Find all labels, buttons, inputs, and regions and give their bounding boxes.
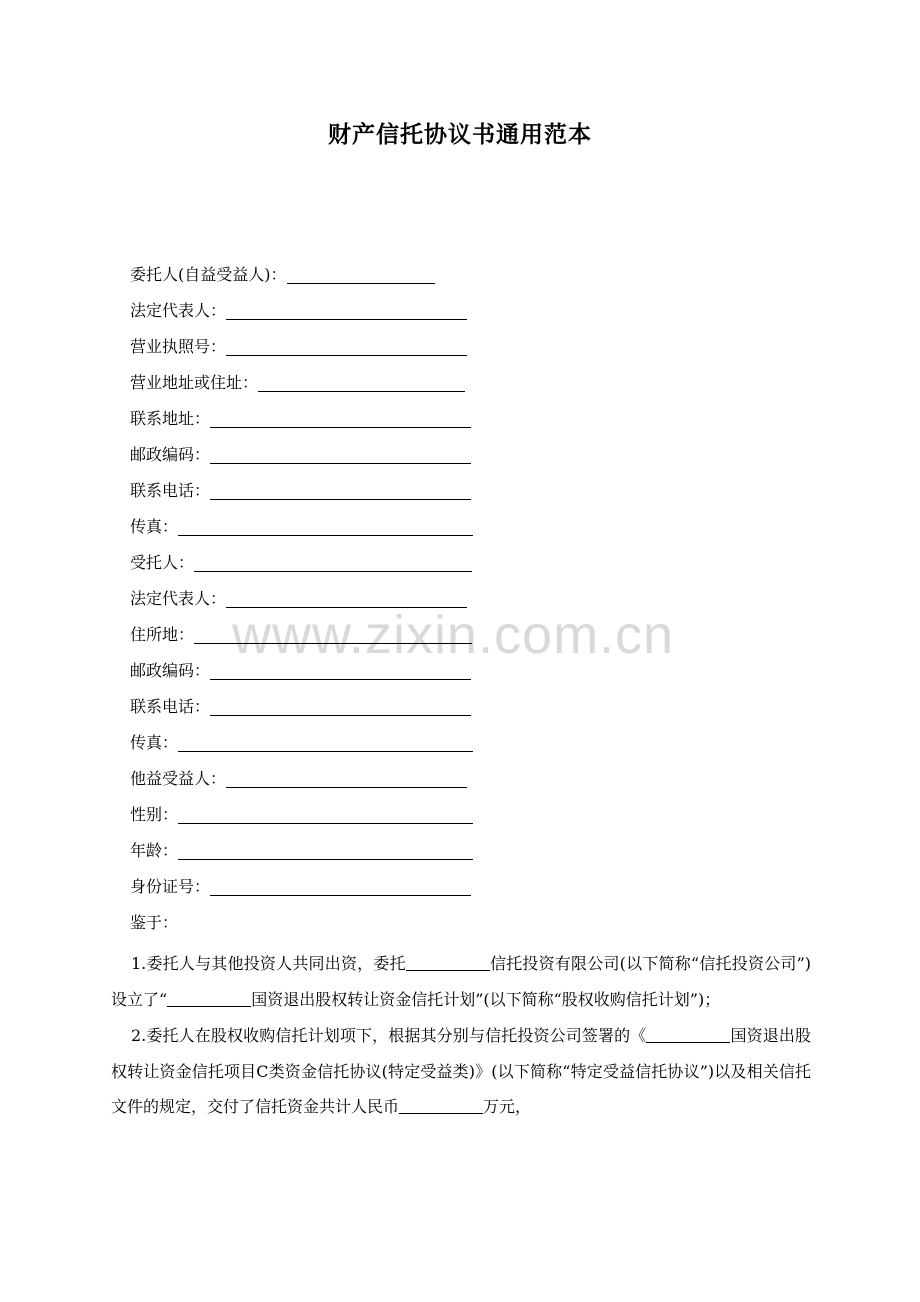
recital-2-part-2: 国资退出股权转让资金信托项目C类资金信托协议(特定受益类)》(以下简称“特定受益信托协议”)以及相关信托文件的规定，交付了信托资金共计人民币 (111, 1026, 811, 1116)
field-domicile (130, 622, 510, 658)
field-gender (130, 802, 510, 838)
fill-in-blank[interactable] (399, 1095, 483, 1114)
field-label: 营业执照号： (130, 337, 227, 356)
field-business-license (130, 334, 510, 370)
whereas-label: 鉴于： (130, 913, 179, 932)
fill-in-blank[interactable] (194, 551, 472, 572)
recital-1 (111, 946, 811, 1017)
fill-in-blank[interactable] (210, 407, 471, 428)
fill-in-blank[interactable] (258, 371, 465, 392)
fill-in-blank[interactable] (210, 695, 471, 716)
fill-in-blank[interactable] (210, 479, 471, 500)
fill-in-blank[interactable] (178, 803, 473, 824)
field-phone (130, 478, 510, 514)
recital-1-part-3: 国资退出股权转让资金信托计划”(以下简称“股权收购信托计划”)； (251, 989, 721, 1009)
watermark: www.zixin.com.cn (232, 605, 675, 665)
field-label: 委托人(自益受益人)： (130, 265, 287, 284)
document-title: 财产信托协议书通用范本 (328, 122, 592, 148)
field-legal-rep (130, 298, 510, 334)
fill-in-blank[interactable] (210, 875, 471, 896)
fill-in-blank[interactable] (226, 767, 467, 788)
field-label: 身份证号： (130, 877, 211, 896)
field-other-beneficiary (130, 766, 510, 802)
field-trustee-fax (130, 730, 510, 766)
field-label: 传真： (130, 517, 179, 536)
fill-in-blank[interactable] (178, 839, 473, 860)
recital-2 (111, 1018, 811, 1125)
recital-1-part-2: 信托投资有限公司(以下简称“信托投资公司”)设立了“ (111, 954, 811, 1009)
field-trustee-phone (130, 694, 510, 730)
fill-in-blank[interactable] (406, 952, 490, 971)
field-label: 受托人： (130, 553, 195, 572)
field-label: 邮政编码： (130, 445, 211, 464)
field-label: 联系电话： (130, 697, 211, 716)
field-label: 年龄： (130, 841, 179, 860)
field-postal-code (130, 442, 510, 478)
recital-2-part-3: 万元， (483, 1097, 532, 1116)
whereas-heading (130, 910, 510, 946)
field-label: 联系电话： (130, 481, 211, 500)
recitals (111, 946, 811, 1126)
field-contact-address (130, 406, 510, 442)
field-business-address (130, 370, 510, 406)
field-entrustor (130, 262, 510, 298)
party-info-fields (130, 262, 510, 946)
field-label: 联系地址： (130, 409, 211, 428)
field-id-number (130, 874, 510, 910)
field-label: 法定代表人： (130, 589, 227, 608)
fill-in-blank[interactable] (167, 988, 251, 1007)
fill-in-blank[interactable] (194, 623, 472, 644)
fill-in-blank[interactable] (226, 587, 467, 608)
field-label: 法定代表人： (130, 301, 227, 320)
fill-in-blank[interactable] (178, 515, 473, 536)
field-label: 传真： (130, 733, 179, 752)
fill-in-blank[interactable] (226, 335, 467, 356)
recital-1-part-1: 1.委托人与其他投资人共同出资，委托 (131, 954, 406, 973)
field-label: 邮政编码： (130, 661, 211, 680)
fill-in-blank[interactable] (226, 299, 467, 320)
recital-2-part-1: 2.委托人在股权收购信托计划项下，根据其分别与信托投资公司签署的《 (131, 1026, 647, 1045)
fill-in-blank[interactable] (210, 659, 471, 680)
field-label: 营业地址或住址： (130, 373, 259, 392)
fill-in-blank[interactable] (210, 443, 471, 464)
field-age (130, 838, 510, 874)
fill-in-blank[interactable] (178, 731, 473, 752)
field-label: 住所地： (130, 625, 195, 644)
field-label: 性别： (130, 805, 179, 824)
field-label: 他益受益人： (130, 769, 227, 788)
field-trustee-postal-code (130, 658, 510, 694)
fill-in-blank[interactable] (646, 1024, 730, 1043)
field-trustee (130, 550, 510, 586)
fill-in-blank[interactable] (287, 263, 435, 284)
field-fax (130, 514, 510, 550)
field-trustee-legal-rep (130, 586, 510, 622)
